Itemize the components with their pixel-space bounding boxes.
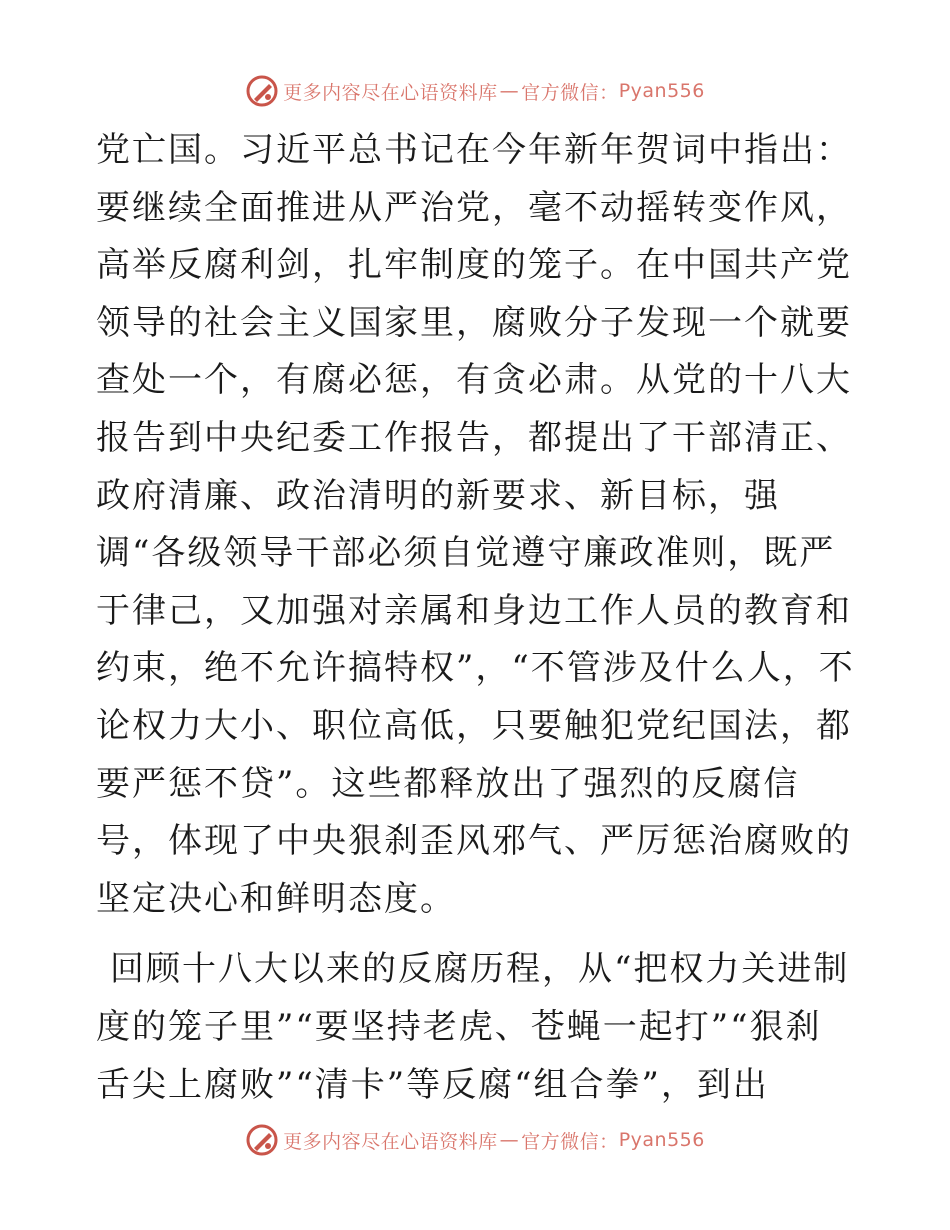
paragraph: 回顾十八大以来的反腐历程，从“把权力关进制度的笼子里”“要坚持老虎、苍蝇一起打”“狠刹舌尖上腐败”“清卡”等反腐“组合拳”，到出 [96, 949, 850, 1105]
pen-logo-icon [245, 74, 279, 108]
watermark-text: 更多内容尽在心语资料库 [283, 81, 498, 104]
watermark-id: Pyan556 [618, 80, 705, 102]
watermark-footer [0, 1120, 950, 1160]
watermark-label: 官方微信： [521, 1130, 619, 1153]
watermark-label: 官方微信： [521, 81, 619, 104]
watermark-text: 更多内容尽在心语资料库 [283, 1130, 498, 1153]
watermark-id: Pyan556 [618, 1129, 705, 1151]
watermark-separator: — [499, 1129, 520, 1151]
paragraph: 党亡国。习近平总书记在今年新年贺词中指出：要继续全面推进从严治党，毫不动摇转变作风，高举反腐利剑，扎牢制度的笼子。在中国共产党领导的社会主义国家里，腐败分子发现一个就要查处一个，有腐必惩，有贪必肃。从党的十八大报告到中央纪委工作报告，都提出了干部清正、政府清廉、政治清明的新要求、新目标，强调“各级领导干部必须自觉遵守廉政准则，既严于律己，又加强对亲属和身边工作人员的教育和约束，绝不允许搞特权”，“不管涉及什么人，不论权力大小、职位高低，只要触犯党纪国法，都要严惩不贷”。这些都释放出了强烈的反腐信号，体现了中央狠刹歪风邪气、严厉惩治腐败的坚定决心和鲜明态度。 [96, 130, 855, 919]
document-body [96, 122, 856, 1114]
watermark-separator: — [499, 80, 520, 102]
watermark-header [0, 71, 950, 111]
pen-logo-icon [245, 1123, 279, 1157]
